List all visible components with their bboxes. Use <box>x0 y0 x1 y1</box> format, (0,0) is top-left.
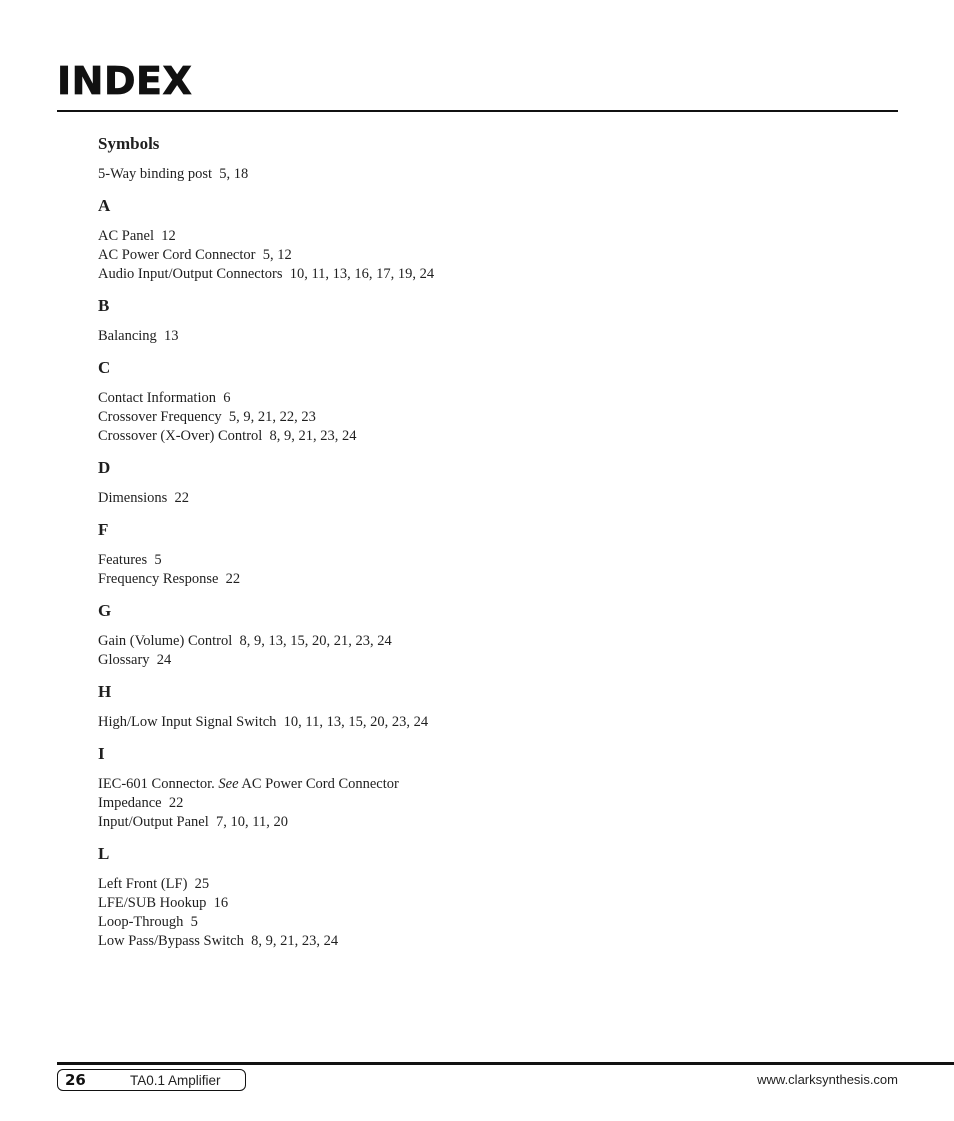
page-number: 26 <box>65 1071 86 1089</box>
index-section-i <box>98 743 858 832</box>
section-heading: A <box>98 196 111 215</box>
index-entry: AC Panel 12 <box>98 228 176 244</box>
index-entry: Audio Input/Output Connectors 10, 11, 13, 16, 17, 19, 24 <box>98 266 435 282</box>
index-section-a <box>98 195 858 284</box>
section-heading: D <box>98 458 111 477</box>
index-section-b <box>98 295 858 346</box>
footer-page-tab <box>57 1069 246 1091</box>
entry-term: IEC-601 Connector. <box>98 776 219 792</box>
footer-website: www.clarksynthesis.com <box>757 1072 898 1087</box>
see-reference-label: See <box>218 776 239 792</box>
index-entry: Impedance 22 <box>98 795 184 811</box>
index-entry: Frequency Response 22 <box>98 571 241 587</box>
section-heading: B <box>98 296 110 315</box>
index-entry: Crossover (X-Over) Control 8, 9, 21, 23, 24 <box>98 428 357 444</box>
section-heading: G <box>98 601 112 620</box>
index-entry <box>98 775 858 794</box>
see-reference-target: AC Power Cord Connector <box>238 776 399 792</box>
index-section-g <box>98 600 858 670</box>
index-entry: Loop-Through 5 <box>98 914 198 930</box>
index-entry: AC Power Cord Connector 5, 12 <box>98 247 292 263</box>
index-section-h <box>98 681 858 732</box>
index-section-symbols <box>98 133 858 184</box>
index-entry: LFE/SUB Hookup 16 <box>98 895 229 911</box>
index-entry: Dimensions 22 <box>98 490 190 506</box>
index-entry: Crossover Frequency 5, 9, 21, 22, 23 <box>98 409 316 425</box>
section-heading: F <box>98 520 109 539</box>
index-entry: High/Low Input Signal Switch 10, 11, 13, 15, 20, 23, 24 <box>98 714 429 730</box>
index-entry: Glossary 24 <box>98 652 172 668</box>
index-section-f <box>98 519 858 589</box>
index-entry: Low Pass/Bypass Switch 8, 9, 21, 23, 24 <box>98 933 339 949</box>
section-heading: C <box>98 358 111 377</box>
document-name: TA0.1 Amplifier <box>130 1072 221 1088</box>
page-title: INDEX <box>57 59 193 103</box>
index-entry: 5-Way binding post 5, 18 <box>98 166 249 182</box>
section-heading: Symbols <box>98 134 160 153</box>
title-divider <box>57 110 898 112</box>
section-heading: L <box>98 844 110 863</box>
index-entry: Contact Information 6 <box>98 390 231 406</box>
index-section-d <box>98 457 858 508</box>
index-entry: Left Front (LF) 25 <box>98 876 210 892</box>
index-list <box>98 133 858 962</box>
index-entry: Gain (Volume) Control 8, 9, 13, 15, 20, 21, 23, 24 <box>98 633 392 649</box>
footer-divider <box>57 1062 954 1065</box>
section-heading: H <box>98 682 112 701</box>
index-section-c <box>98 357 858 446</box>
index-entry: Input/Output Panel 7, 10, 11, 20 <box>98 814 288 830</box>
index-entry: Balancing 13 <box>98 328 179 344</box>
section-heading: I <box>98 744 105 763</box>
index-section-l <box>98 843 858 951</box>
index-entry: Features 5 <box>98 552 162 568</box>
